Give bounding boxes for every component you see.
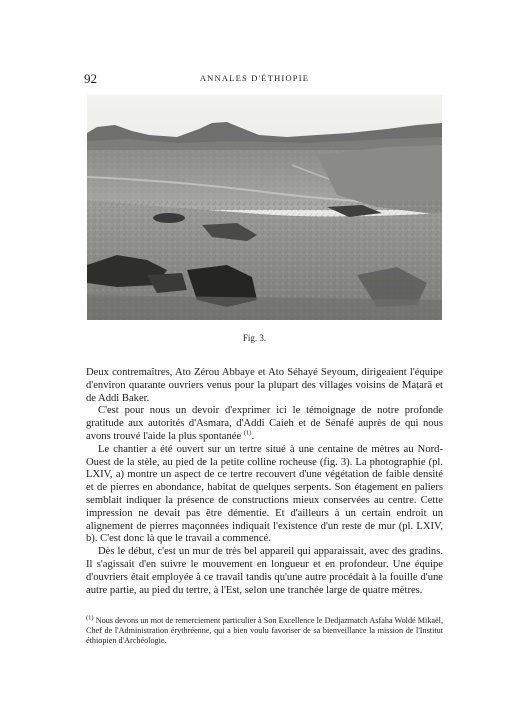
figure-caption: Fig. 3. (242, 333, 267, 343)
footnote-marker: (1) (86, 614, 94, 622)
paragraph: Dès le début, c'est un mur de très bel appareil qui apparaissait, avec des gradins. Il s'agissait d'en suivre le mouvement en longueur et en profondeur. Une équipe d'ouvriers était employée à ce travail tandis qu'une autre procédait à la fouille d'une autre partie, au pied du tertre, à l'Est, selon une tranchée large de quatre mètres. (86, 546, 443, 596)
landscape-photograph (87, 95, 442, 320)
footnote-text: Nous devons un mot de remerciement particulier à Son Excellence le Dedjazmatch Asfaha Woldé Mikaël, Chef de l'Administration érythréenne, qui a bien voulu favoriser de sa bienveillance la mission de l'Institut éthiopien d'Archéologie. (86, 616, 444, 646)
paragraph-end: . (251, 430, 255, 442)
page-number: 92 (84, 71, 97, 86)
paragraph: Le chantier a été ouvert sur un tertre situé à une centaine de mètres au Nord-Ouest de la stèle, au pied de la petite colline rocheuse (fig. 3). La photographie (pl. LXIV, a) montre un aspect de ce tertre recouvert d'une végétation de faible densité et de pierres en abondance, habitat de quelques serpents. Son étagement en paliers semblait indiquer la présence de constructions mieux conservées au centre. Cette impression ne devait pas être démentie. Et d'ailleurs à un certain endroit un alignement de pierres maçonnées indiquait l'existence d'un reste de mur (pl. LXIV, b). C'est donc là que le travail a commencé. (86, 443, 443, 545)
main-text (86, 367, 443, 597)
paragraph (86, 405, 443, 443)
paragraph-text: C'est pour nous un devoir d'exprimer ici le témoignage de notre profonde gratitude aux autorités d'Asmara, d'Addi Caieh et de Sénafé auprès de qui nous avons trouvé l'aide la plus spontanée (86, 405, 443, 442)
footnote (86, 616, 443, 647)
paragraph: Deux contremaîtres, Ato Zérou Abbaye et Ato Séhayé Seyoum, dirigeaient l'équipe d'environ quarante ouvriers venus pour la plupart des villages voisins de Maṭarā et de Addi Baker. (86, 367, 443, 404)
footnote-reference: (1) (243, 429, 252, 437)
running-head: ANNALES D'ÉTHIOPIE (199, 73, 310, 83)
